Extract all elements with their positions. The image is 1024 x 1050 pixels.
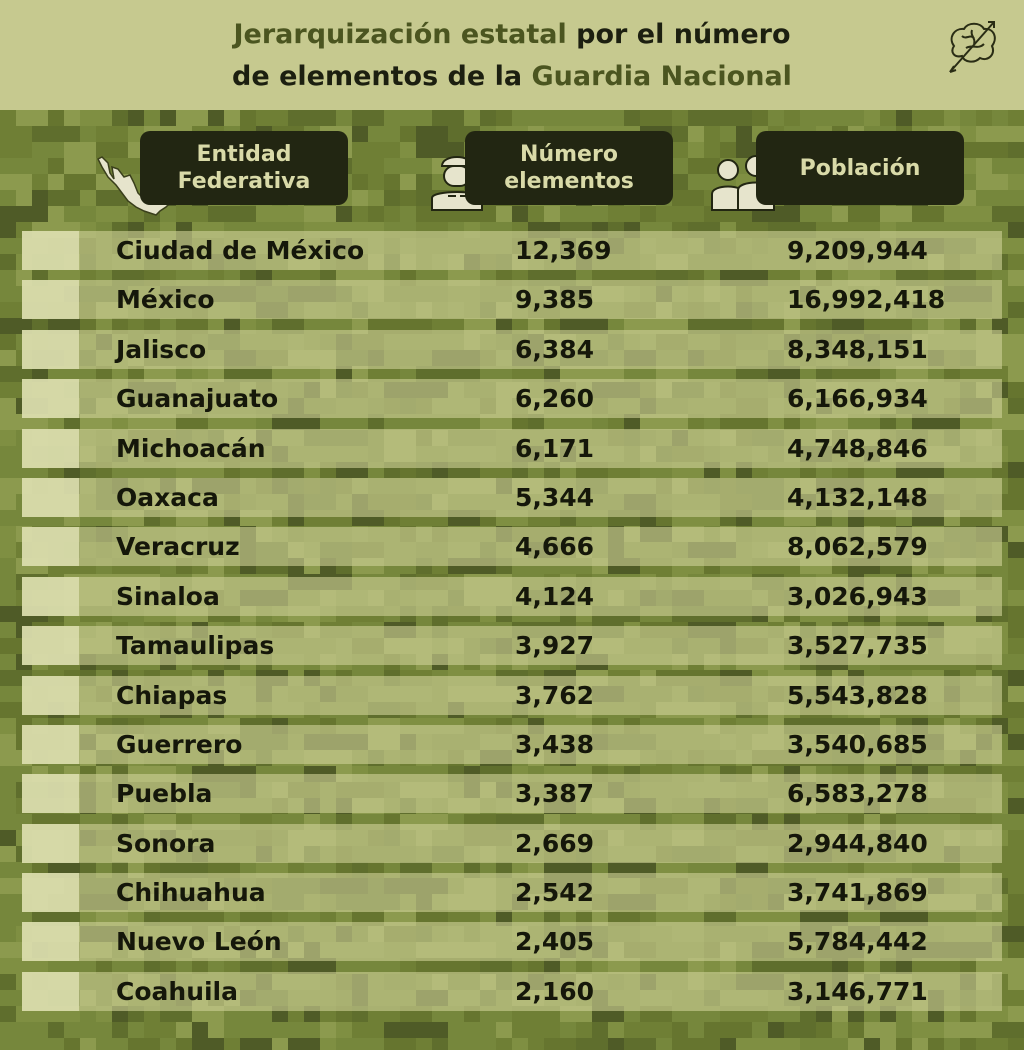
cell-poblacion: 3,026,943 [787,581,928,611]
cell-elementos: 5,344 [515,482,595,512]
brain-arrow-icon [944,16,1002,78]
row-tab [22,626,79,665]
cell-poblacion: 5,784,442 [787,927,928,957]
row-tab [22,972,79,1011]
page-title [60,14,964,98]
cell-elementos: 2,542 [515,878,595,908]
cell-elementos: 3,387 [515,779,595,809]
table-row [22,577,1002,616]
header-numero-elementos [465,131,673,205]
cell-elementos: 6,171 [515,433,595,463]
table-row [22,280,1002,319]
header-entidad-line1: Entidad [196,142,292,167]
cell-elementos: 12,369 [515,236,612,265]
cell-elementos: 2,669 [515,828,595,858]
row-tab [22,725,79,764]
cell-elementos: 9,385 [515,285,595,315]
cell-state: Veracruz [116,532,240,562]
cell-poblacion: 8,062,579 [787,532,928,562]
table-row [22,231,1002,270]
header-entidad-federativa [140,131,348,205]
table-row [22,379,1002,418]
header-numero-line1: Número [520,142,618,167]
cell-poblacion: 9,209,944 [787,236,928,265]
cell-poblacion: 8,348,151 [787,334,928,364]
data-table [22,231,1002,1021]
cell-poblacion: 6,166,934 [787,384,928,414]
cell-elementos: 2,405 [515,927,595,957]
cell-state: Sinaloa [116,581,220,611]
table-row [22,676,1002,715]
cell-state: Michoacán [116,433,266,463]
row-tab [22,873,79,912]
row-tab [22,379,79,418]
cell-state: Sonora [116,828,216,858]
table-row [22,972,1002,1011]
cell-elementos: 3,927 [515,631,595,661]
cell-poblacion: 4,748,846 [787,433,928,463]
table-row [22,824,1002,863]
cell-state: Tamaulipas [116,631,275,661]
cell-state: Chiapas [116,680,228,710]
cell-elementos: 6,384 [515,334,595,364]
row-tab [22,527,79,566]
table-row [22,873,1002,912]
cell-elementos: 4,124 [515,581,595,611]
title-part-3: de elementos de la [232,61,532,92]
cell-state: Puebla [116,779,213,809]
header-poblacion [756,131,964,205]
table-row [22,527,1002,566]
cell-elementos: 4,666 [515,532,595,562]
title-accent-2: Guardia Nacional [531,61,792,92]
row-tab [22,824,79,863]
row-tab [22,774,79,813]
cell-poblacion: 4,132,148 [787,482,928,512]
cell-poblacion: 3,527,735 [787,631,928,661]
cell-elementos: 3,762 [515,680,595,710]
cell-poblacion: 16,992,418 [787,285,946,315]
cell-state: Guerrero [116,729,243,759]
title-band [0,0,1024,110]
cell-state: Nuevo León [116,927,282,957]
row-tab [22,922,79,961]
row-tab [22,676,79,715]
header-numero-line2: elementos [504,169,634,194]
cell-elementos: 6,260 [515,384,595,414]
row-tab [22,280,79,319]
title-part-2: por el número [566,19,791,50]
table-row [22,626,1002,665]
cell-state: Chihuahua [116,878,266,908]
cell-poblacion: 3,146,771 [787,976,928,1006]
row-tab [22,429,79,468]
table-row [22,330,1002,369]
row-tab [22,330,79,369]
cell-poblacion: 3,540,685 [787,729,928,759]
cell-poblacion: 2,944,840 [787,828,928,858]
cell-poblacion: 3,741,869 [787,878,928,908]
header-entidad-line2: Federativa [177,169,311,194]
cell-state: Jalisco [116,334,207,364]
row-tab [22,478,79,517]
table-row [22,478,1002,517]
row-tab [22,231,79,270]
cell-elementos: 3,438 [515,729,595,759]
cell-elementos: 2,160 [515,976,595,1006]
table-row [22,725,1002,764]
cell-state: México [116,285,215,315]
row-tab [22,577,79,616]
table-row [22,774,1002,813]
cell-state: Guanajuato [116,384,279,414]
cell-poblacion: 6,583,278 [787,779,928,809]
table-row [22,429,1002,468]
title-accent-1: Jerarquización estatal [233,19,567,50]
cell-state: Ciudad de México [116,236,365,265]
cell-poblacion: 5,543,828 [787,680,928,710]
header-poblacion-label: Población [799,155,921,181]
cell-state: Coahuila [116,976,238,1006]
table-row [22,922,1002,961]
cell-state: Oaxaca [116,482,219,512]
